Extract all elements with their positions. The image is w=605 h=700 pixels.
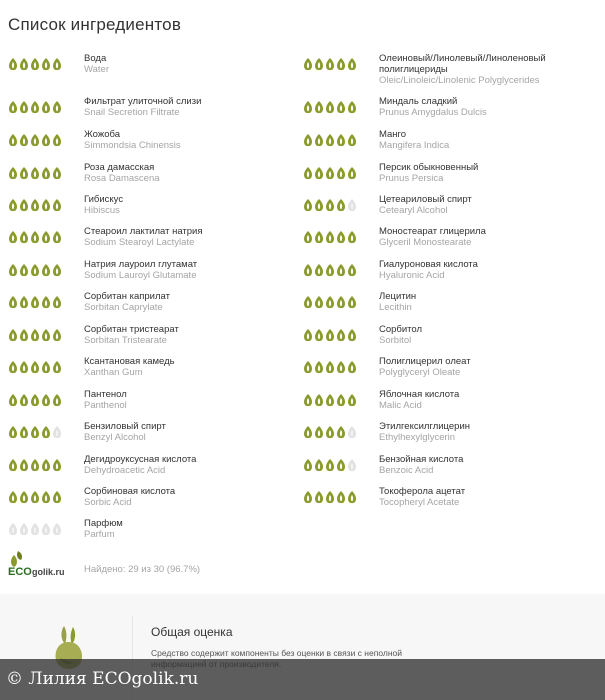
leaf-full-icon [325, 328, 335, 342]
leaf-full-icon [8, 263, 18, 277]
ingredient-name-ru: Яблочная кислота [379, 389, 460, 400]
leaf-full-icon [336, 133, 346, 147]
leaf-full-icon [314, 100, 324, 114]
leaf-rating [303, 425, 357, 439]
leaf-full-icon [325, 295, 335, 309]
leaf-full-icon [336, 57, 346, 71]
ingredient-name-en: Oleic/Linoleic/Linolenic Polyglycerides [379, 75, 540, 86]
leaf-full-icon [30, 263, 40, 277]
leaf-full-icon [19, 360, 29, 374]
leaf-full-icon [19, 263, 29, 277]
leaf-full-icon [41, 100, 51, 114]
leaf-full-icon [336, 100, 346, 114]
leaf-full-icon [52, 328, 62, 342]
ingredient-name-ru: Бензойная кислота [379, 454, 464, 465]
leaf-full-icon [325, 263, 335, 277]
ingredient-name-ru: Дегидроуксусная кислота [84, 454, 197, 465]
ingredient-name-en: Sorbic Acid [84, 497, 132, 508]
ingredient-name-ru: Вода [84, 53, 107, 64]
leaf-full-icon [8, 230, 18, 244]
leaf-rating [8, 133, 62, 147]
ingredient-name-ru: Натрия лауроил глутамат [84, 259, 198, 270]
ingredient-name-en: Rosa Damascena [84, 173, 160, 184]
leaf-full-icon [8, 133, 18, 147]
ingredient-name-en: Polyglyceryl Oleate [379, 367, 461, 378]
leaf-full-icon [41, 393, 51, 407]
leaf-full-icon [41, 425, 51, 439]
found-count-text: Найдено: 29 из 30 (96.7%) [84, 564, 201, 575]
ingredient-name-en: Sodium Lauroyl Glutamate [84, 270, 197, 281]
ingredient-name-en: Snail Secretion Filtrate [84, 107, 180, 118]
overall-score-note: Средство содержит компоненты без оценки в связи с неполной [151, 648, 402, 658]
overall-score-title: Общая оценка [151, 625, 233, 639]
leaf-rating [303, 263, 357, 277]
leaf-full-icon [325, 133, 335, 147]
leaf-full-icon [347, 295, 357, 309]
leaf-full-icon [303, 263, 313, 277]
ingredient-name-ru: Лецитин [379, 291, 417, 302]
leaf-full-icon [30, 133, 40, 147]
leaf-full-icon [314, 393, 324, 407]
leaf-empty-icon [30, 522, 40, 536]
leaf-full-icon [30, 295, 40, 309]
leaf-full-icon [52, 393, 62, 407]
leaf-full-icon [336, 458, 346, 472]
leaf-full-icon [30, 393, 40, 407]
ingredient-name-en: Dehydroacetic Acid [84, 465, 166, 476]
leaf-full-icon [325, 100, 335, 114]
leaf-full-icon [325, 490, 335, 504]
leaf-empty-icon [347, 425, 357, 439]
ingredient-name-en: Sorbitan Caprylate [84, 302, 163, 313]
leaf-full-icon [336, 393, 346, 407]
leaf-full-icon [30, 57, 40, 71]
leaf-full-icon [303, 425, 313, 439]
leaf-full-icon [19, 100, 29, 114]
leaf-full-icon [325, 57, 335, 71]
ingredient-name-ru: Сорбитан тристеарат [84, 324, 179, 335]
leaf-full-icon [8, 328, 18, 342]
leaf-full-icon [30, 100, 40, 114]
leaf-full-icon [8, 198, 18, 212]
leaf-full-icon [325, 425, 335, 439]
leaf-full-icon [52, 100, 62, 114]
leaf-full-icon [41, 458, 51, 472]
leaf-full-icon [52, 490, 62, 504]
ingredient-name-en: Simmondsia Chinensis [84, 140, 181, 151]
ingredient-name-en: Xanthan Gum [84, 367, 143, 378]
leaf-full-icon [314, 133, 324, 147]
leaf-full-icon [41, 198, 51, 212]
ingredient-name-ru: Персик обыкновенный [379, 162, 479, 173]
leaf-full-icon [30, 166, 40, 180]
leaf-full-icon [314, 490, 324, 504]
leaf-full-icon [52, 133, 62, 147]
leaf-rating [8, 100, 62, 114]
leaf-empty-icon [41, 522, 51, 536]
leaf-full-icon [30, 230, 40, 244]
leaf-full-icon [314, 198, 324, 212]
watermark-text: © Лилия ECOgolik.ru [6, 669, 199, 689]
leaf-rating [8, 522, 62, 536]
leaf-full-icon [41, 360, 51, 374]
leaf-full-icon [303, 57, 313, 71]
leaf-full-icon [325, 360, 335, 374]
leaf-full-icon [347, 263, 357, 277]
leaf-full-icon [52, 295, 62, 309]
leaf-full-icon [52, 263, 62, 277]
leaf-empty-icon [52, 522, 62, 536]
ingredient-name-ru: Олеиновый/Линолевый/Линоленовый полиглицериды [379, 53, 546, 75]
ingredient-name-en: Sodium Stearoyl Lactylate [84, 237, 195, 248]
leaf-full-icon [347, 230, 357, 244]
ingredient-name-en: Sorbitol [379, 335, 412, 346]
leaf-rating [303, 166, 357, 180]
ingredient-name-ru: Гибискус [84, 194, 124, 205]
leaf-full-icon [30, 458, 40, 472]
leaf-empty-icon [347, 198, 357, 212]
leaf-full-icon [314, 425, 324, 439]
leaf-full-icon [8, 166, 18, 180]
leaf-full-icon [41, 263, 51, 277]
leaf-full-icon [8, 57, 18, 71]
leaf-full-icon [336, 263, 346, 277]
leaf-full-icon [347, 360, 357, 374]
leaf-full-icon [19, 295, 29, 309]
leaf-full-icon [41, 328, 51, 342]
leaf-full-icon [19, 458, 29, 472]
ingredient-name-en: Prunus Persica [379, 173, 444, 184]
leaf-full-icon [8, 100, 18, 114]
leaf-full-icon [314, 328, 324, 342]
leaf-rating [303, 360, 357, 374]
leaf-rating [8, 425, 62, 439]
leaf-full-icon [19, 490, 29, 504]
leaf-full-icon [314, 458, 324, 472]
leaf-rating [8, 263, 62, 277]
leaf-full-icon [30, 198, 40, 212]
ingredient-name-en: Prunus Amygdalus Dulcis [379, 107, 487, 118]
leaf-full-icon [325, 393, 335, 407]
leaf-full-icon [314, 360, 324, 374]
leaf-full-icon [52, 57, 62, 71]
leaf-full-icon [52, 198, 62, 212]
leaf-full-icon [303, 133, 313, 147]
ingredient-name-ru: Манго [379, 129, 407, 140]
leaf-full-icon [303, 295, 313, 309]
leaf-full-icon [52, 360, 62, 374]
leaf-full-icon [41, 57, 51, 71]
ingredient-name-ru: Цетеариловый спирт [379, 194, 472, 205]
leaf-rating [303, 458, 357, 472]
leaf-full-icon [8, 295, 18, 309]
logo-golik-text: golik.ru [32, 567, 65, 577]
leaf-full-icon [19, 133, 29, 147]
leaf-full-icon [30, 490, 40, 504]
leaf-full-icon [8, 425, 18, 439]
leaf-full-icon [19, 57, 29, 71]
ingredient-name-ru: Моностеарат глицерила [379, 226, 486, 237]
ingredient-name-ru: Фильтрат улиточной слизи [84, 96, 202, 107]
leaf-rating [8, 57, 62, 71]
leaf-full-icon [30, 328, 40, 342]
leaf-rating [8, 490, 62, 504]
ingredient-name-ru: Жожоба [84, 129, 120, 140]
ingredients-title: Список ингредиентов [8, 15, 182, 34]
leaf-full-icon [303, 100, 313, 114]
leaf-full-icon [41, 490, 51, 504]
ingredient-name-en: Panthenol [84, 400, 127, 411]
leaf-rating [8, 295, 62, 309]
leaf-rating [8, 166, 62, 180]
leaf-full-icon [314, 295, 324, 309]
leaf-full-icon [336, 425, 346, 439]
ingredient-name-ru: Сорбитан каприлат [84, 291, 170, 302]
leaf-rating [8, 328, 62, 342]
leaf-full-icon [303, 230, 313, 244]
logo-eco-text: ECO [8, 566, 32, 577]
ingredient-name-ru: Миндаль сладкий [379, 96, 458, 107]
leaf-full-icon [19, 166, 29, 180]
leaf-full-icon [347, 490, 357, 504]
ingredient-name-en: Malic Acid [379, 400, 422, 411]
leaf-full-icon [19, 425, 29, 439]
leaf-full-icon [336, 230, 346, 244]
leaf-full-icon [347, 100, 357, 114]
leaf-rating [8, 458, 62, 472]
leaf-rating [303, 230, 357, 244]
leaf-full-icon [41, 230, 51, 244]
leaf-full-icon [347, 57, 357, 71]
ingredient-name-en: Sorbitan Tristearate [84, 335, 167, 346]
leaf-full-icon [8, 458, 18, 472]
leaf-full-icon [303, 393, 313, 407]
ingredient-name-ru: Токоферола ацетат [379, 486, 466, 497]
leaf-full-icon [325, 198, 335, 212]
ingredient-name-ru: Парфюм [84, 518, 123, 529]
ingredient-name-ru: Этилгексилглицерин [379, 421, 470, 432]
ingredient-name-ru: Полиглицерил олеат [379, 356, 471, 367]
ecogolik-logo[interactable] [8, 549, 78, 577]
ingredient-name-en: Water [84, 64, 109, 75]
leaf-rating [303, 295, 357, 309]
ingredient-name-en: Glyceril Monostearate [379, 237, 472, 248]
found-row [8, 549, 308, 579]
leaf-full-icon [325, 458, 335, 472]
ingredient-name-ru: Сорбитол [379, 324, 423, 335]
leaf-rating [8, 230, 62, 244]
leaf-full-icon [30, 425, 40, 439]
leaf-full-icon [303, 458, 313, 472]
leaf-full-icon [41, 166, 51, 180]
leaf-full-icon [336, 360, 346, 374]
leaf-empty-icon [8, 522, 18, 536]
leaf-full-icon [303, 198, 313, 212]
leaf-full-icon [336, 166, 346, 180]
leaf-full-icon [303, 328, 313, 342]
leaf-full-icon [347, 328, 357, 342]
leaf-rating [303, 57, 357, 71]
leaf-full-icon [8, 360, 18, 374]
leaf-full-icon [303, 490, 313, 504]
leaf-full-icon [325, 166, 335, 180]
leaf-full-icon [30, 360, 40, 374]
leaf-empty-icon [347, 458, 357, 472]
ingredient-name-en: Lecithin [379, 302, 412, 313]
leaf-rating [303, 100, 357, 114]
leaf-rating [303, 393, 357, 407]
logo-leaf-icon [11, 551, 22, 567]
ingredient-name-ru: Гиалуроновая кислота [379, 259, 478, 270]
ingredient-name-ru: Бензиловый спирт [84, 421, 166, 432]
ingredient-name-en: Benzoic Acid [379, 465, 434, 476]
watermark-bar [0, 659, 605, 700]
leaf-full-icon [347, 393, 357, 407]
ingredient-name-ru: Стеароил лактилат натрия [84, 226, 203, 237]
leaf-rating [303, 328, 357, 342]
ingredient-name-en: Ethylhexylglycerin [379, 432, 456, 443]
leaf-full-icon [336, 328, 346, 342]
leaf-full-icon [8, 490, 18, 504]
ingredient-name-ru: Роза дамасская [84, 162, 155, 173]
leaf-rating [8, 360, 62, 374]
leaf-full-icon [52, 230, 62, 244]
leaf-full-icon [41, 295, 51, 309]
ingredient-name-en: Hyaluronic Acid [379, 270, 445, 281]
leaf-full-icon [303, 360, 313, 374]
leaf-full-icon [336, 490, 346, 504]
leaf-rating [8, 393, 62, 407]
leaf-full-icon [52, 458, 62, 472]
leaf-full-icon [19, 230, 29, 244]
leaf-full-icon [19, 393, 29, 407]
leaf-full-icon [336, 295, 346, 309]
leaf-full-icon [325, 230, 335, 244]
leaf-full-icon [19, 198, 29, 212]
leaf-full-icon [8, 393, 18, 407]
leaf-full-icon [314, 263, 324, 277]
leaf-rating [303, 490, 357, 504]
leaf-rating [303, 198, 357, 212]
leaf-full-icon [303, 166, 313, 180]
leaf-full-icon [314, 230, 324, 244]
ingredient-name-en: Mangifera Indica [379, 140, 450, 151]
leaf-full-icon [52, 166, 62, 180]
leaf-full-icon [336, 198, 346, 212]
ingredient-name-ru: Пантенол [84, 389, 127, 400]
ingredient-name-en: Hibiscus [84, 205, 120, 216]
ingredient-name-ru: Сорбиновая кислота [84, 486, 176, 497]
leaf-full-icon [347, 133, 357, 147]
ingredient-name-en: Tocopheryl Acetate [379, 497, 460, 508]
leaf-full-icon [347, 166, 357, 180]
leaf-full-icon [19, 328, 29, 342]
leaf-rating [8, 198, 62, 212]
leaf-full-icon [314, 166, 324, 180]
leaf-rating [303, 133, 357, 147]
leaf-full-icon [314, 57, 324, 71]
ingredient-name-en: Cetearyl Alcohol [379, 205, 448, 216]
ingredient-name-en: Parfum [84, 529, 115, 540]
leaf-empty-icon [19, 522, 29, 536]
leaf-full-icon [41, 133, 51, 147]
ingredient-name-en: Benzyl Alcohol [84, 432, 146, 443]
ingredient-name-ru: Ксантановая камедь [84, 356, 175, 367]
leaf-empty-icon [52, 425, 62, 439]
